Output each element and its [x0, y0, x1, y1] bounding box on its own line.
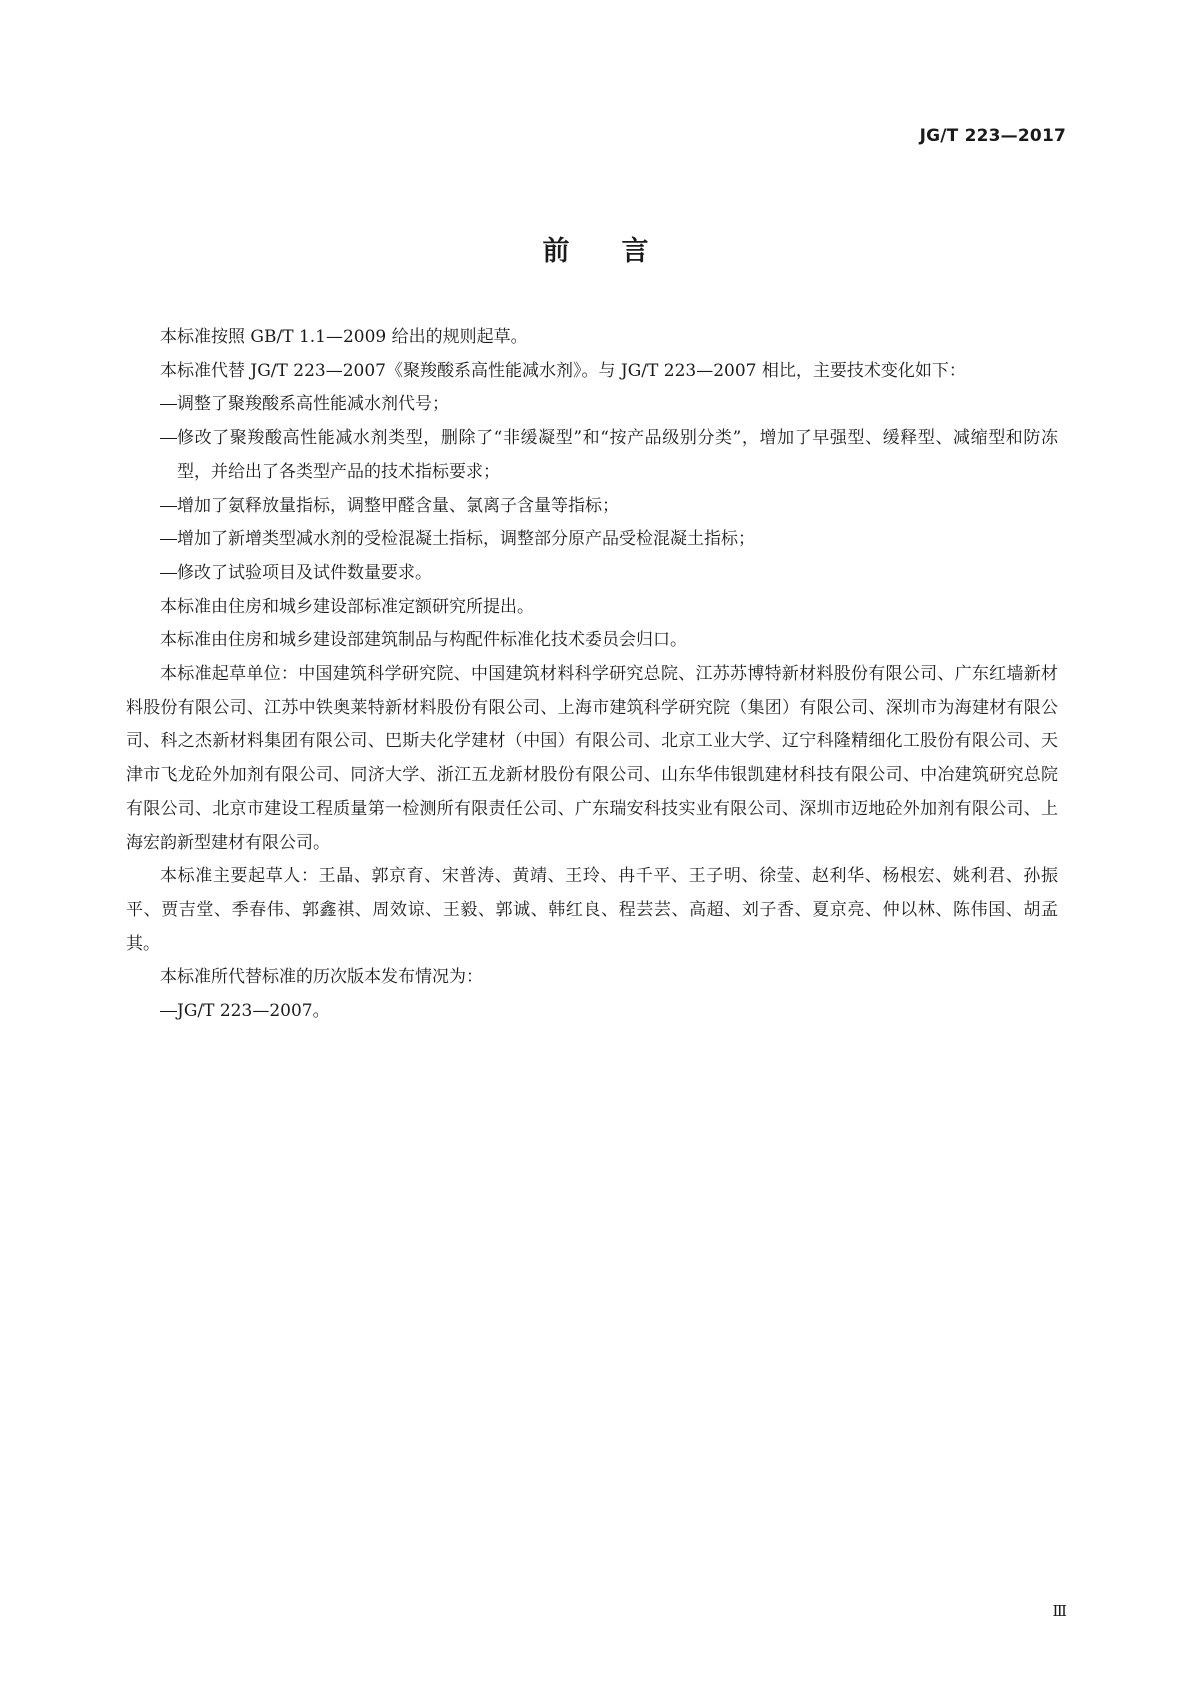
drafters-paragraph: 本标准主要起草人：王晶、郭京育、宋普涛、黄靖、王玲、冉千平、王子明、徐莹、赵利华、杨根宏、姚利君、孙振平、贾吉堂、季春伟、郭鑫祺、周效谅、王毅、郭诚、韩红良、程芸芸、高超、刘子香、夏京亮、仲以林、陈伟国、胡孟其。 [126, 866, 1058, 954]
change-item: 增加了氨释放量指标，调整甲醛含量、氯离子含量等指标； [126, 490, 1058, 524]
change-item: 修改了聚羧酸高性能减水剂类型，删除了“非缓凝型”和“按产品级别分类”，增加了早强型、缓释型、减缩型和防冻型，并给出了各类型产品的技术指标要求； [126, 422, 1058, 489]
change-item: 增加了新增类型减水剂的受检混凝土指标，调整部分原产品受检混凝土指标； [126, 523, 1058, 557]
dash-mark [160, 539, 177, 540]
dash-mark [160, 404, 177, 405]
committee-paragraph: 本标准由住房和城乡建设部建筑制品与构配件标准化技术委员会归口。 [160, 630, 687, 651]
drafting-rules-paragraph: 本标准按照 GB/T 1.1—2009 给出的规则起草。 [160, 327, 528, 347]
page-title: 前言 [542, 236, 701, 267]
proposer-paragraph: 本标准由住房和城乡建设部标准定额研究所提出。 [160, 596, 534, 617]
dash-mark [160, 1011, 177, 1012]
dash-mark [160, 438, 177, 439]
page-number: Ⅲ [1052, 1602, 1067, 1620]
drafting-units-paragraph: 本标准起草单位：中国建筑科学研究院、中国建筑材料科学研究总院、江苏苏博特新材料股份有限公司、广东红墙新材料股份有限公司、江苏中铁奥莱特新材料股份有限公司、上海市建筑科学研究院（集团）有限公司、深圳市为海建材有限公司、科之杰新材料集团有限公司、巴斯夫化学建材（中国）有限公司、北京工业大学、辽宁科隆精细化工股份有限公司、天津市飞龙砼外加剂有限公司、同济大学、浙江五龙新材股份有限公司、山东华伟银凯建材科技有限公司、中冶建筑研究总院有限公司、北京市建设工程质量第一检测所有限责任公司、广东瑞安科技实业有限公司、深圳市迈地砼外加剂有限公司、上海宏韵新型建材有限公司。 [126, 664, 1058, 853]
history-intro-paragraph: 本标准所代替标准的历次版本发布情况为： [160, 967, 483, 988]
change-item: 修改了试验项目及试件数量要求。 [126, 557, 1058, 591]
change-item: 调整了聚羧酸系高性能减水剂代号； [126, 388, 1058, 422]
standard-number: JG/T 223—2017 [919, 126, 1066, 146]
replacement-paragraph: 本标准代替 JG/T 223—2007《聚羧酸系高性能减水剂》。与 JG/T 223—2007 相比，主要技术变化如下： [160, 360, 966, 381]
history-item: JG/T 223—2007。 [126, 995, 1058, 1029]
foreword-body [126, 321, 1058, 1029]
dash-mark [160, 506, 177, 507]
dash-mark [160, 573, 177, 574]
